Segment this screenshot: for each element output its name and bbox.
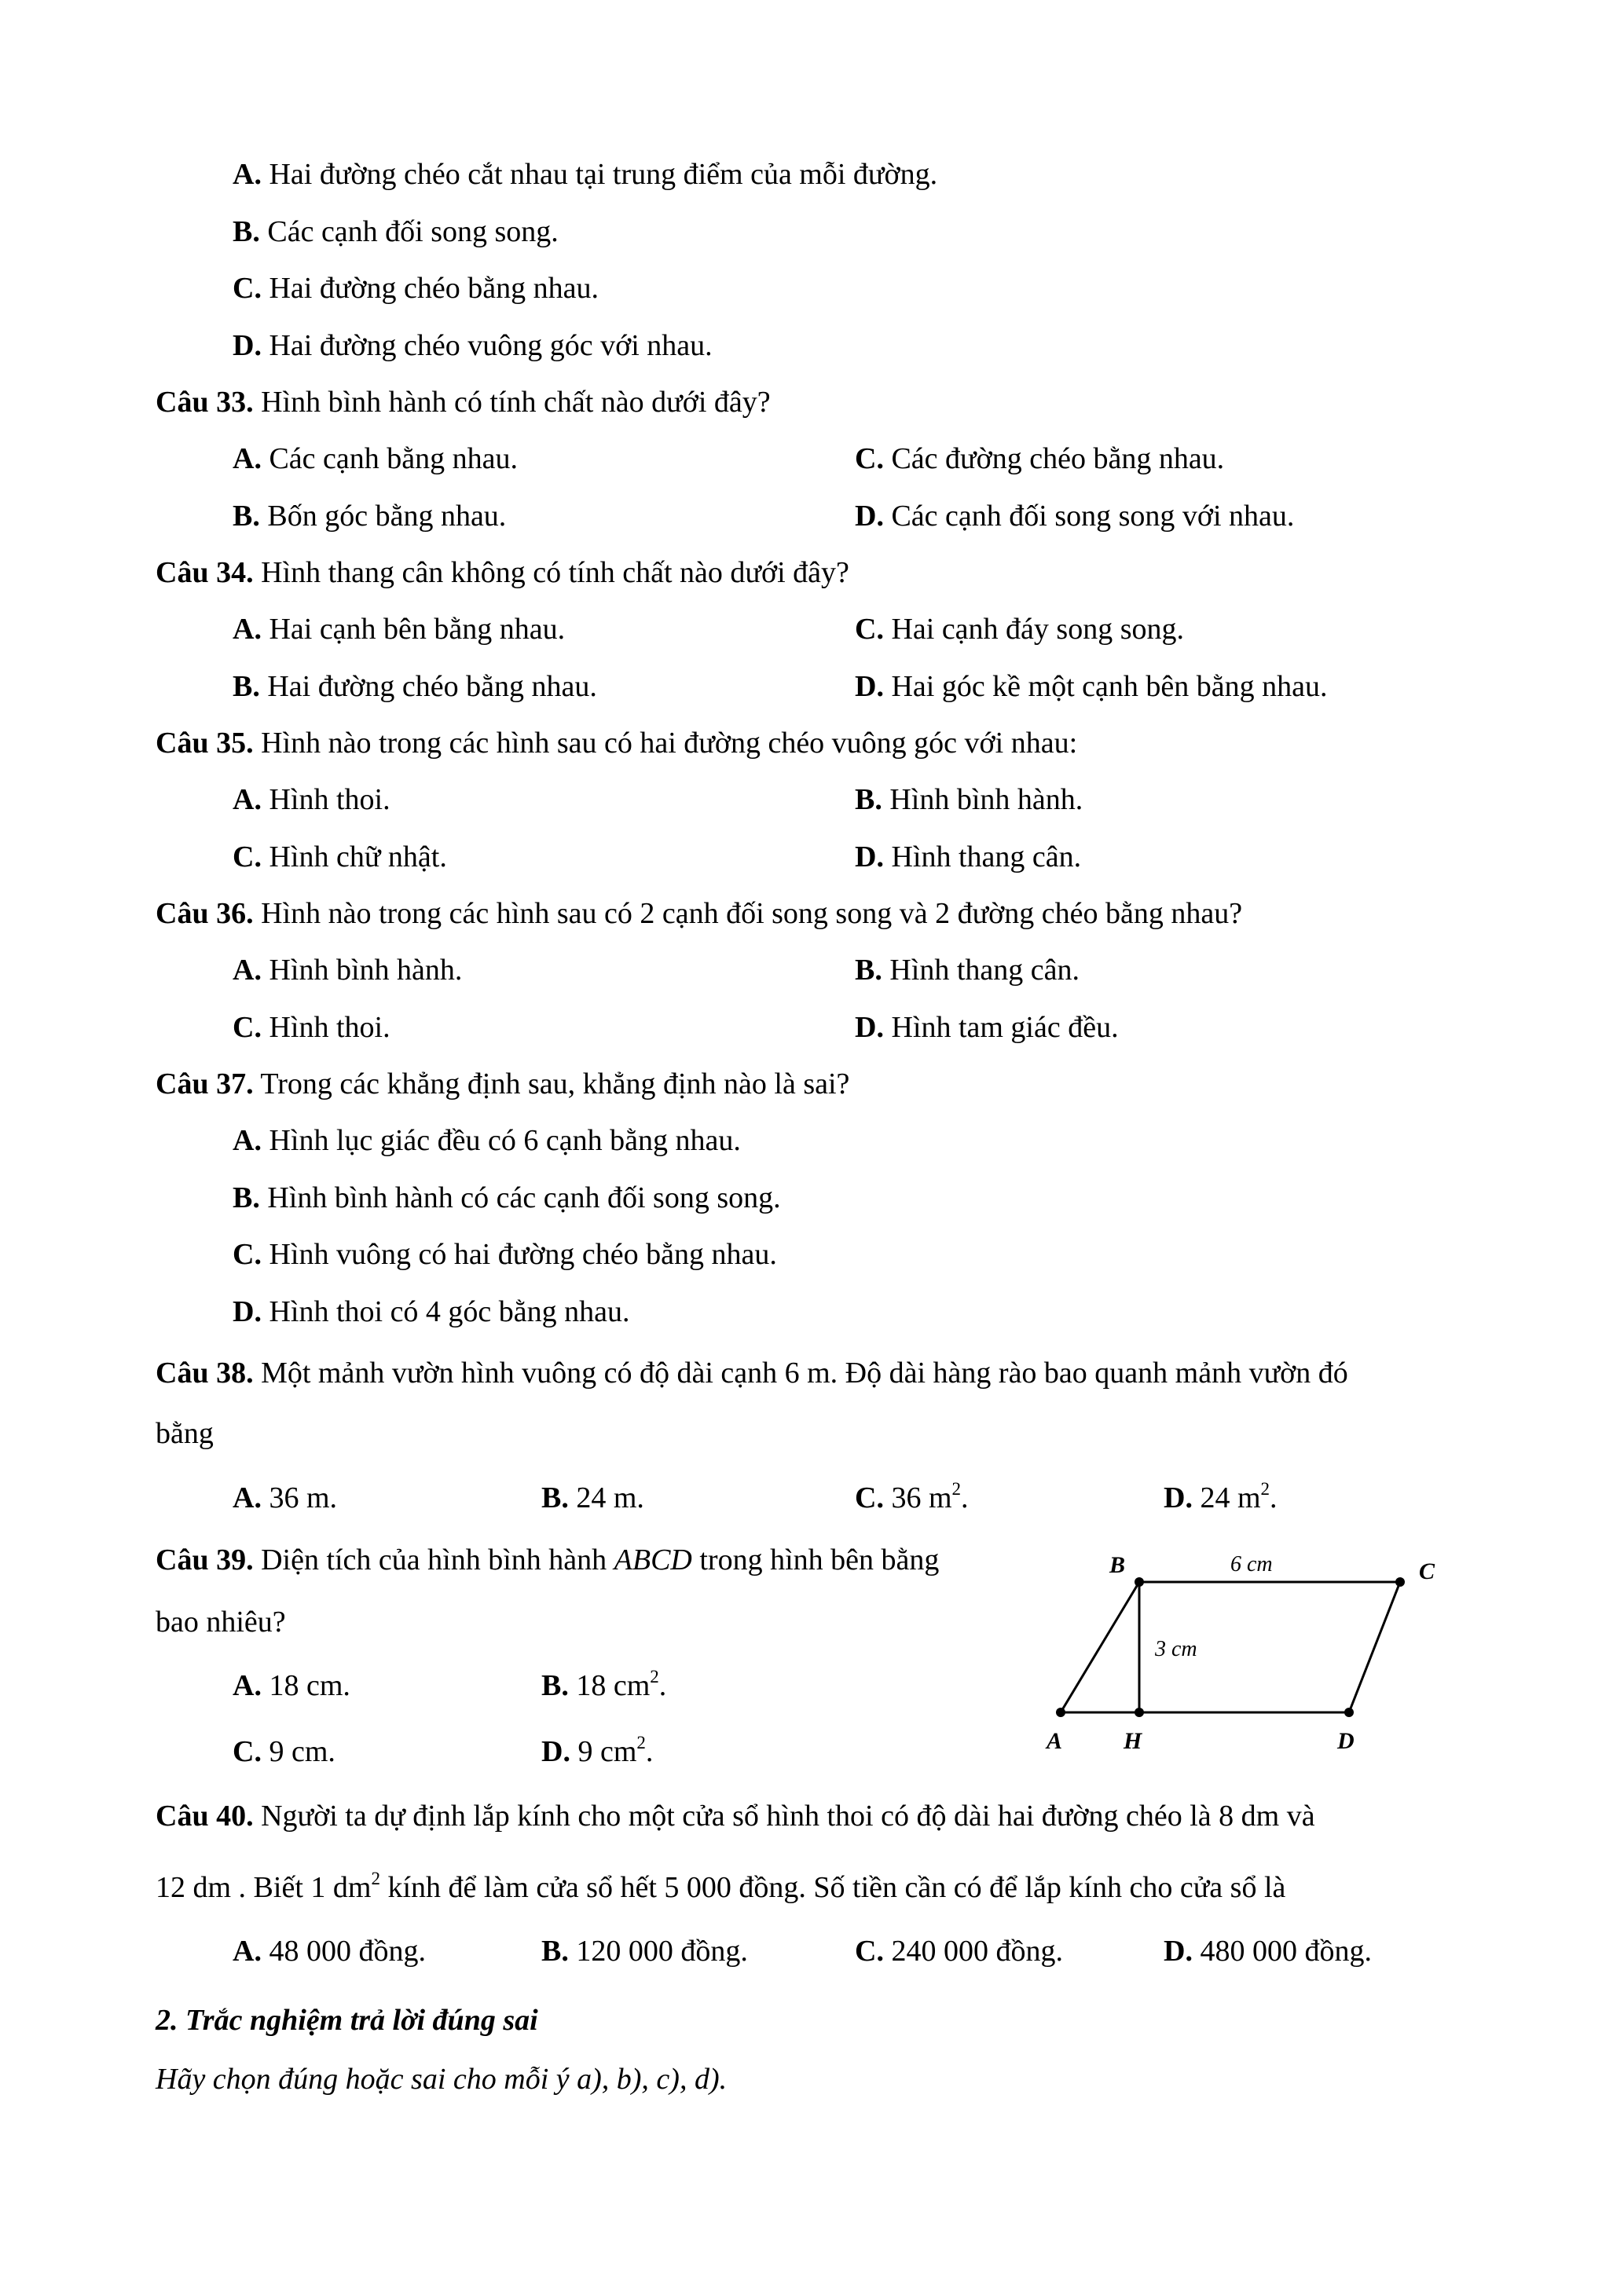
q38-option-c: C. 36 $m^2$. bbox=[855, 1479, 969, 1514]
q32-option-d: D. Hai đường chéo vuông góc với nhau. bbox=[233, 329, 713, 362]
parallelogram-figure bbox=[1045, 1540, 1454, 1752]
q34-option-a: A. Hai cạnh bên bằng nhau. bbox=[233, 613, 566, 646]
q37-option-a: A. Hình lục giác đều có 6 cạnh bằng nhau. bbox=[233, 1124, 741, 1157]
question-37: Câu 37. Trong các khẳng định sau, khẳng định nào là sai? bbox=[156, 1067, 850, 1100]
question-34: Câu 34. Hình thang cân không có tính chất nào dưới đây? bbox=[156, 556, 849, 589]
q40-option-d: D. 480 000 đồng. bbox=[1164, 1935, 1372, 1968]
q33-option-d: D. Các cạnh đối song song với nhau. bbox=[855, 500, 1295, 533]
label-c: C bbox=[1419, 1558, 1435, 1584]
q36-option-b: B. Hình thang cân. bbox=[855, 954, 1080, 987]
q35-option-a: A. Hình thoi. bbox=[233, 783, 390, 816]
question-33: Câu 33. Hình bình hành có tính chất nào dưới đây? bbox=[156, 386, 771, 419]
question-35: Câu 35. Hình nào trong các hình sau có hai đường chéo vuông góc với nhau: bbox=[156, 727, 1078, 760]
point-a bbox=[1056, 1708, 1065, 1717]
question-39-cont: bao nhiêu? bbox=[156, 1606, 286, 1639]
q35-option-b: B. Hình bình hành. bbox=[855, 783, 1083, 816]
section-2-heading: 2. Trắc nghiệm trả lời đúng sai bbox=[156, 2004, 538, 2037]
q36-option-a: A. Hình bình hành. bbox=[233, 954, 463, 987]
q37-option-d: D. Hình thoi có 4 góc bằng nhau. bbox=[233, 1295, 630, 1328]
point-d bbox=[1344, 1708, 1354, 1717]
q33-option-a: A. Các cạnh bằng nhau. bbox=[233, 442, 518, 475]
q32-option-a: A. Hai đường chéo cắt nhau tại trung điểm của mỗi đường. bbox=[233, 158, 938, 191]
point-b bbox=[1135, 1577, 1144, 1587]
label-top-length: 6 cm bbox=[1230, 1552, 1273, 1576]
question-38: Câu 38. Một mảnh vườn hình vuông có độ dài cạnh 6 m. Độ dài hàng rào bao quanh mảnh vườn đó bbox=[156, 1357, 1348, 1390]
label-b: B bbox=[1109, 1552, 1126, 1578]
question-36: Câu 36. Hình nào trong các hình sau có 2 cạnh đối song song và 2 đường chéo bằng nhau? bbox=[156, 897, 1243, 930]
question-40-cont: 12 dm . Biết 1 $dm^2$ kính để làm cửa sổ hết 5 000 đồng. Số tiền cần có để lắp kính cho cửa sổ là bbox=[156, 1869, 1286, 1904]
q40-option-b: B. 120 000 đồng. bbox=[541, 1935, 748, 1968]
label-h: H bbox=[1124, 1728, 1142, 1752]
q39-option-b: B. 18 $cm^2$. bbox=[541, 1667, 667, 1702]
parallelogram-abcd bbox=[1061, 1582, 1400, 1712]
q38-option-d: D. 24 $m^2$. bbox=[1164, 1479, 1278, 1514]
q38-option-b: B. 24 m. bbox=[541, 1481, 644, 1514]
q35-option-c: C. Hình chữ nhật. bbox=[233, 840, 447, 873]
q32-option-c: C. Hai đường chéo bằng nhau. bbox=[233, 272, 599, 305]
q40-option-a: A. 48 000 đồng. bbox=[233, 1935, 426, 1968]
q32-option-b: B. Các cạnh đối song song. bbox=[233, 215, 559, 248]
q33-option-c: C. Các đường chéo bằng nhau. bbox=[855, 442, 1225, 475]
q34-option-d: D. Hai góc kề một cạnh bên bằng nhau. bbox=[855, 670, 1328, 703]
q33-option-b: B. Bốn góc bằng nhau. bbox=[233, 500, 507, 533]
point-c bbox=[1395, 1577, 1405, 1587]
q38-option-a: A. 36 m. bbox=[233, 1481, 338, 1514]
q36-option-d: D. Hình tam giác đều. bbox=[855, 1011, 1119, 1044]
q39-option-c: C. 9 cm. bbox=[233, 1735, 335, 1768]
label-a: A bbox=[1047, 1728, 1063, 1752]
q40-option-c: C. 240 000 đồng. bbox=[855, 1935, 1063, 1968]
q35-option-d: D. Hình thang cân. bbox=[855, 840, 1082, 873]
label-height: 3 cm bbox=[1155, 1637, 1197, 1661]
label-d: D bbox=[1337, 1728, 1355, 1752]
q39-option-a: A. 18 cm. bbox=[233, 1669, 350, 1702]
question-38-cont: bằng bbox=[156, 1417, 214, 1450]
point-h bbox=[1135, 1708, 1144, 1717]
q37-option-b: B. Hình bình hành có các cạnh đối song song. bbox=[233, 1181, 781, 1214]
q34-option-b: B. Hai đường chéo bằng nhau. bbox=[233, 670, 597, 703]
section-2-instruction: Hãy chọn đúng hoặc sai cho mỗi ý a), b), c), d). bbox=[156, 2063, 728, 2096]
q34-option-c: C. Hai cạnh đáy song song. bbox=[855, 613, 1184, 646]
q37-option-c: C. Hình vuông có hai đường chéo bằng nhau. bbox=[233, 1238, 777, 1271]
question-39: Câu 39. Diện tích của hình bình hành ABCD trong hình bên bằng bbox=[156, 1543, 940, 1576]
q39-option-d: D. 9 $cm^2$. bbox=[541, 1733, 654, 1768]
question-40: Câu 40. Người ta dự định lắp kính cho một cửa sổ hình thoi có độ dài hai đường chéo là 8 dm và bbox=[156, 1800, 1315, 1833]
q36-option-c: C. Hình thoi. bbox=[233, 1011, 390, 1044]
